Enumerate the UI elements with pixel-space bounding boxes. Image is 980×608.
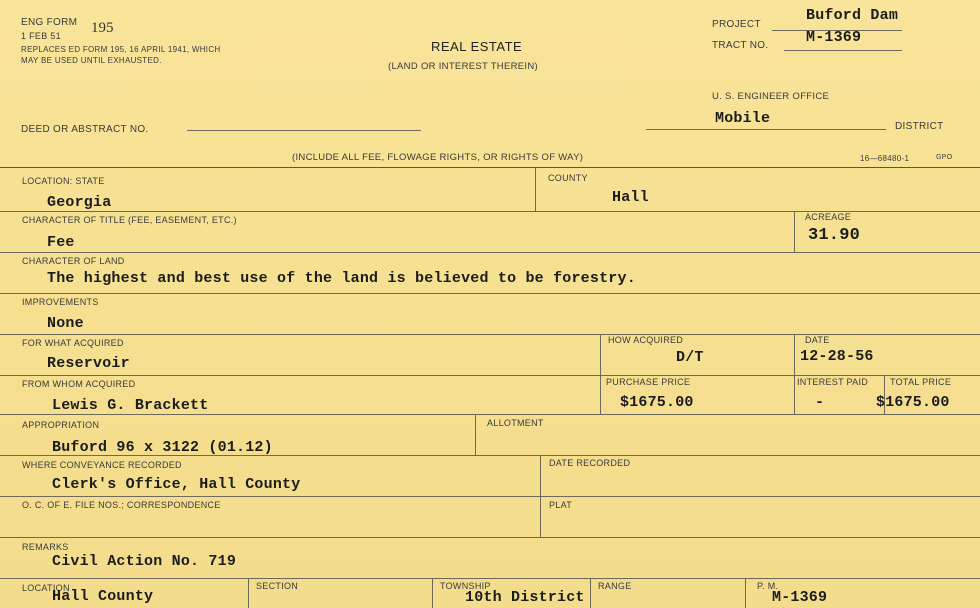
purchase-price-value: $1675.00	[620, 394, 694, 411]
rule-top	[0, 167, 980, 168]
location-value: Hall County	[52, 588, 154, 605]
title-character-value: Fee	[47, 234, 75, 251]
location-state-value: Georgia	[47, 194, 112, 211]
township-value: 10th District	[465, 589, 585, 606]
form-date: 1 FEB 51	[21, 31, 61, 41]
date-recorded-label: DATE RECORDED	[549, 458, 631, 468]
how-acquired-label: HOW ACQUIRED	[608, 335, 684, 345]
divider-how	[600, 334, 601, 414]
tract-value: M-1369	[806, 29, 862, 46]
project-value: Buford Dam	[806, 7, 899, 24]
rule-9	[0, 537, 980, 538]
rule-4	[0, 334, 980, 335]
remarks-value: Civil Action No. 719	[52, 553, 237, 570]
allotment-label: ALLOTMENT	[487, 418, 544, 428]
appropriation-label: APPROPRIATION	[22, 420, 100, 430]
rule-5	[0, 375, 980, 376]
include-note: (INCLUDE ALL FEE, FLOWAGE RIGHTS, OR RIGHTS OF WAY)	[292, 152, 584, 163]
location-label: LOCATION	[22, 583, 70, 593]
divider-township	[432, 578, 433, 608]
how-acquired-value: D/T	[676, 349, 704, 366]
interest-paid-label: INTEREST PAID	[797, 377, 869, 387]
form-subtitle: (LAND OR INTEREST THEREIN)	[388, 61, 538, 72]
acreage-value: 31.90	[808, 226, 861, 245]
township-label: TOWNSHIP	[440, 581, 491, 591]
plat-label: PLAT	[549, 500, 573, 510]
divider-pm	[745, 578, 746, 608]
gpo-mark: GPO	[936, 154, 953, 161]
office-value: Mobile	[715, 110, 771, 127]
improvements-value: None	[47, 315, 84, 332]
form-number: 195	[91, 20, 114, 36]
total-price-value: $1675.00	[876, 394, 950, 411]
divider-range	[590, 578, 591, 608]
pm-label: P. M.	[757, 581, 779, 591]
county-value: Hall	[612, 189, 649, 206]
divider-recorded	[540, 455, 541, 537]
remarks-label: REMARKS	[22, 542, 69, 552]
improvements-label: IMPROVEMENTS	[22, 297, 99, 307]
form-title: REAL ESTATE	[431, 39, 523, 54]
replaces-note-line1: REPLACES ED FORM 195, 16 APRIL 1941, WHICH	[21, 45, 221, 54]
total-price-label: TOTAL PRICE	[890, 377, 952, 387]
deed-line	[187, 130, 421, 131]
for-what-acquired-label: FOR WHAT ACQUIRED	[22, 338, 124, 348]
office-line	[646, 129, 886, 130]
deed-label: DEED OR ABSTRACT NO.	[21, 124, 149, 135]
district-label: DISTRICT	[895, 121, 944, 132]
tract-line	[784, 50, 902, 51]
county-label: COUNTY	[548, 173, 588, 183]
pm-value: M-1369	[772, 589, 828, 606]
land-character-label: CHARACTER OF LAND	[22, 256, 125, 266]
print-code: 16—68480-1	[860, 154, 910, 163]
project-label: PROJECT	[712, 19, 761, 30]
divider-section	[248, 578, 249, 608]
tract-label: TRACT NO.	[712, 40, 769, 51]
rule-3	[0, 293, 980, 294]
interest-paid-value: -	[815, 394, 825, 411]
date-value: 12-28-56	[800, 348, 874, 365]
rule-8	[0, 496, 980, 497]
conveyance-recorded-value: Clerk's Office, Hall County	[52, 476, 301, 493]
from-whom-label: FROM WHOM ACQUIRED	[22, 379, 136, 389]
oce-file-label: O. C. OF E. FILE NOS.; CORRESPONDENCE	[22, 500, 221, 510]
section-label: SECTION	[256, 581, 299, 591]
land-character-value: The highest and best use of the land is believed to be forestry.	[47, 270, 636, 287]
date-label: DATE	[805, 335, 830, 345]
purchase-price-label: PURCHASE PRICE	[606, 377, 691, 387]
location-state-label: LOCATION: STATE	[22, 176, 105, 186]
divider-date	[794, 334, 795, 414]
from-whom-value: Lewis G. Brackett	[52, 397, 209, 414]
title-character-label: CHARACTER OF TITLE (FEE, EASEMENT, ETC.)	[22, 215, 237, 225]
rule-2	[0, 252, 980, 253]
form-id: ENG FORM	[21, 17, 78, 28]
divider-allotment	[475, 414, 476, 455]
rule-6	[0, 414, 980, 415]
acreage-label: ACREAGE	[805, 212, 852, 222]
appropriation-value: Buford 96 x 3122 (01.12)	[52, 439, 273, 456]
divider-county	[535, 168, 536, 211]
divider-acreage	[794, 211, 795, 252]
range-label: RANGE	[598, 581, 632, 591]
rule-10	[0, 578, 980, 579]
conveyance-recorded-label: WHERE CONVEYANCE RECORDED	[22, 460, 182, 470]
for-what-acquired-value: Reservoir	[47, 355, 130, 372]
replaces-note-line2: MAY BE USED UNTIL EXHAUSTED.	[21, 56, 162, 65]
office-label: U. S. ENGINEER OFFICE	[712, 91, 830, 102]
